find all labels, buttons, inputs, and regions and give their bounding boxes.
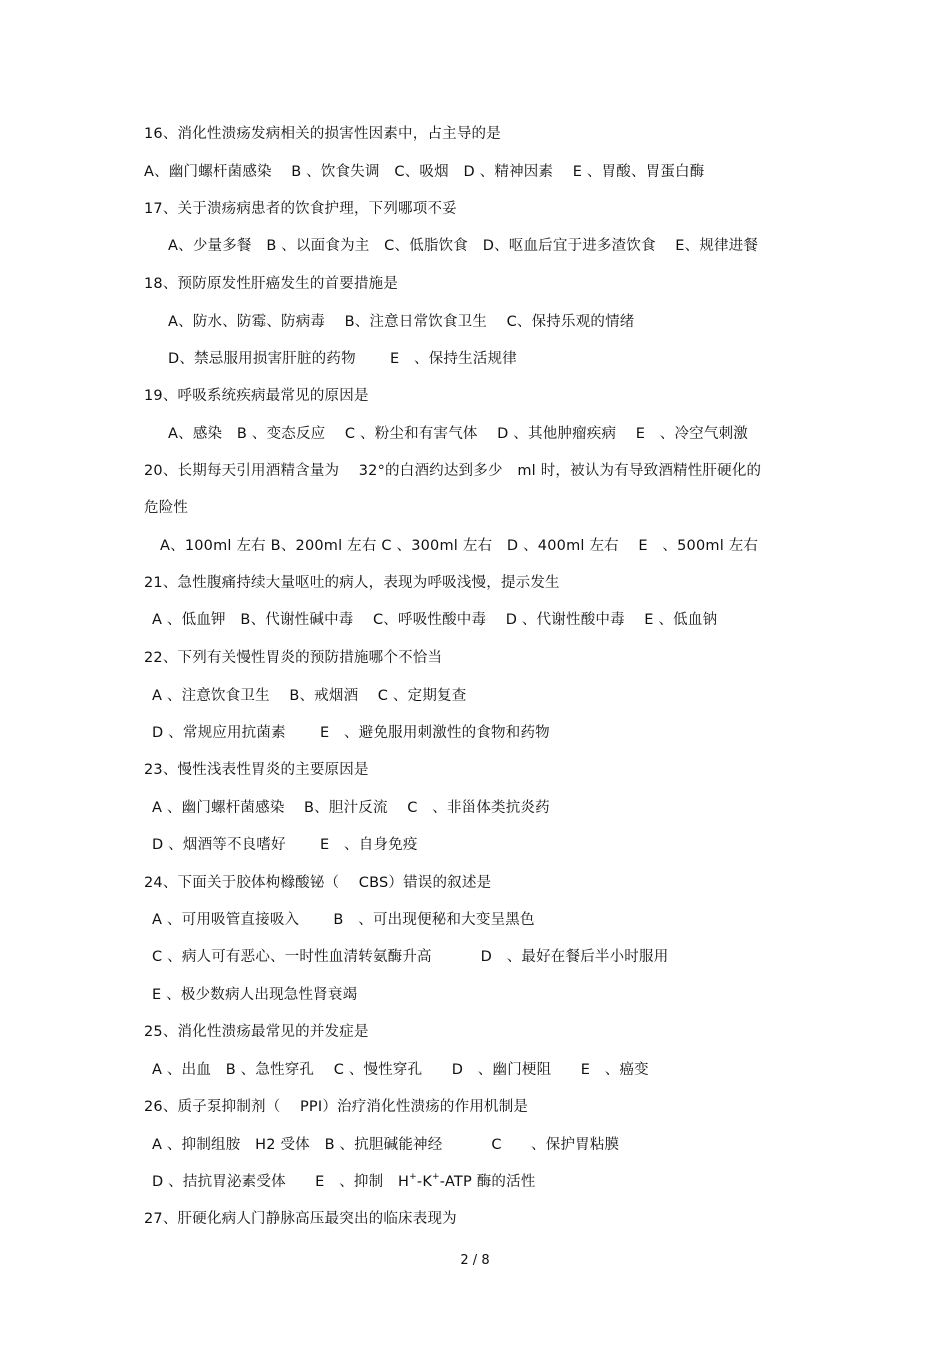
question-23-options-2: D 、烟酒等不良嗜好 E 、自身免疫 (152, 837, 418, 853)
superscript-plus: + (409, 1172, 417, 1182)
question-18: 18、预防原发性肝癌发生的首要措施是 (144, 276, 399, 292)
question-20-continued: 危险性 (144, 500, 189, 516)
question-23-options-1: A 、幽门螺杆菌感染 B、胆汁反流 C 、非甾体类抗炎药 (152, 800, 550, 816)
superscript-plus: + (432, 1172, 440, 1182)
question-25-options: A 、出血 B 、急性穿孔 C 、慢性穿孔 D 、幽门梗阻 E 、癌变 (152, 1062, 649, 1078)
question-22-options-2: D 、常规应用抗菌素 E 、避免服用刺激性的食物和药物 (152, 725, 550, 741)
question-18-options-2: D、禁忌服用损害肝脏的药物 E 、保持生活规律 (168, 351, 517, 367)
question-21-options: A 、低血钾 B、代谢性碱中毒 C、呼吸性酸中毒 D 、代谢性酸中毒 E 、低血钠 (152, 612, 718, 628)
page-number: 2 / 8 (460, 1253, 490, 1268)
question-17: 17、关于溃疡病患者的饮食护理，下列哪项不妥 (144, 201, 457, 217)
question-21: 21、急性腹痛持续大量呕吐的病人，表现为呼吸浅慢，提示发生 (144, 575, 560, 591)
option-text: -K (416, 1174, 433, 1190)
question-26-options-1: A 、抑制组胺 H2 受体 B 、抗胆碱能神经 C 、保护胃粘膜 (152, 1137, 620, 1153)
question-17-options: A、少量多餐 B 、以面食为主 C、低脂饮食 D、呕血后宜于进多渣饮食 E、规律进餐 (168, 238, 759, 254)
question-25: 25、消化性溃疡最常见的并发症是 (144, 1024, 369, 1040)
question-19-options: A、感染 B 、变态反应 C 、粉尘和有害气体 D 、其他肿瘤疾病 E 、冷空气刺激 (168, 426, 748, 442)
question-24-options-3: E 、极少数病人出现急性肾衰竭 (152, 987, 358, 1003)
question-24-options-1: A 、可用吸管直接吸入 B 、可出现便秘和大变呈黑色 (152, 912, 535, 928)
question-27: 27、肝硬化病人门静脉高压最突出的临床表现为 (144, 1211, 457, 1227)
option-text: -ATP 酶的活性 (439, 1174, 536, 1190)
question-22-options-1: A 、注意饮食卫生 B、戒烟酒 C 、定期复查 (152, 688, 467, 704)
question-19: 19、呼吸系统疾病最常见的原因是 (144, 388, 369, 404)
question-26: 26、质子泵抑制剂（ PPI）治疗消化性溃疡的作用机制是 (144, 1099, 529, 1115)
option-text: D 、拮抗胃泌素受体 E 、抑制 H (152, 1174, 410, 1190)
question-20-options: A、100ml 左右 B、200ml 左右 C 、300ml 左右 D 、400ml 左右 E 、500ml 左右 (160, 538, 759, 554)
question-26-options-2 (152, 1172, 536, 1192)
question-20: 20、长期每天引用酒精含量为 32°的白酒约达到多少 ml 时，被认为有导致酒精性肝硬化的 (144, 463, 762, 479)
question-16: 16、消化性溃疡发病相关的损害性因素中，占主导的是 (144, 126, 501, 142)
question-18-options-1: A、防水、防霉、防病毒 B、注意日常饮食卫生 C、保持乐观的情绪 (168, 314, 635, 330)
question-24-options-2: C 、病人可有恶心、一时性血清转氨酶升高 D 、最好在餐后半小时服用 (152, 949, 669, 965)
question-16-options: A、幽门螺杆菌感染 B 、饮食失调 C、吸烟 D 、精神因素 E 、胃酸、胃蛋白酶 (144, 164, 705, 180)
question-22: 22、下列有关慢性胃炎的预防措施哪个不恰当 (144, 650, 443, 666)
question-24: 24、下面关于胶体枸橼酸铋（ CBS）错误的叙述是 (144, 875, 492, 891)
question-23: 23、慢性浅表性胃炎的主要原因是 (144, 762, 369, 778)
